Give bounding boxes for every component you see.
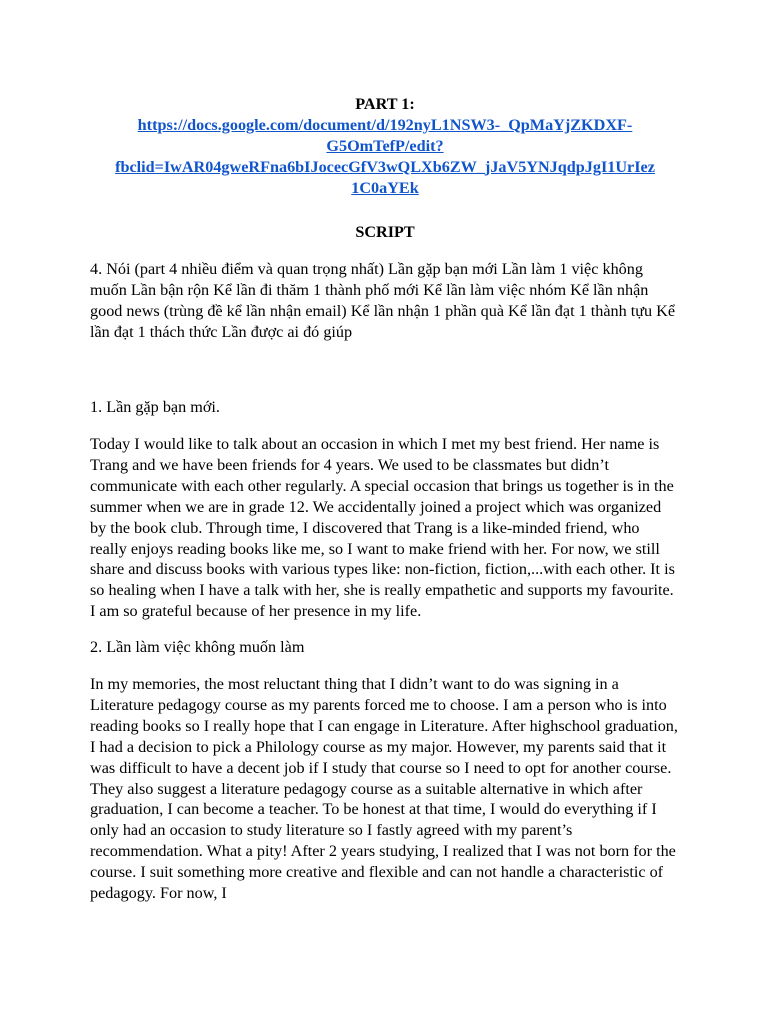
link-line-4[interactable]: 1C0aYEk: [351, 178, 419, 197]
section-2-heading: 2. Lần làm việc không muốn làm: [90, 638, 305, 657]
link-line-1[interactable]: https://docs.google.com/document/d/192nyL1NSW3-_QpMaYjZKDXF-: [137, 115, 633, 134]
intro-paragraph: 4. Nói (part 4 nhiều điểm và quan trọng nhất) Lần gặp bạn mới Lần làm 1 việc không muốn Lần bận rộn Kể lần đi thăm 1 thành phố mới Kể lần làm việc nhóm Kể lần nhận good news (trùng đề kể lần nhận email) Kể lần nhận 1 phần quà Kể lần đạt 1 thành tựu Kể lần đạt 1 thách thức Lần được ai đó giúp: [90, 260, 676, 342]
document-page: [90, 94, 680, 904]
link-line-3[interactable]: fbclid=IwAR04gweRFna6bIJocecGfV3wQLXb6ZW_jJaV5YNJqdpJgI1UrIez: [115, 157, 655, 176]
part-title: PART 1:: [355, 95, 415, 113]
google-docs-link[interactable]: [90, 115, 680, 199]
section-1-body: Today I would like to talk about an occasion in which I met my best friend. Her name is Trang and we have been friends for 4 years. We used to be classmates but didn’t communicate with each other regularly. A special occasion that brings us together is in the summer when we are in grade 12. We accidentally joined a project which was organized by the book club. Through time, I discovered that Trang is a like-minded friend, who really enjoys reading books like me, so I want to make friend with her. For now, we still share and discuss books with various types like: non-fiction, fiction,...with each other. It is so healing when I have a talk with her, she is really empathetic and supports my favourite. I am so grateful because of her presence in my life.: [90, 434, 675, 621]
script-title: SCRIPT: [355, 222, 415, 241]
section-2-body: In my memories, the most reluctant thing that I didn’t want to do was signing in a Literature pedagogy course as my parents forced me to choose. I am a person who is into reading books so I really hope that I can engage in Literature. After highschool graduation, I had a decision to pick a Philology course as my major. However, my parents said that it was difficult to have a decent job if I study that course so I need to opt for another course. They also suggest a literature pedagogy course as a suitable alternative in which after graduation, I can become a teacher. To be honest at that time, I would do everything if I only had an occasion to study literature so I fastly agreed with my parent’s recommendation. What a pity! After 2 years studying, I realized that I was not born for the course. I suit something more creative and flexible and can not handle a characteristic of pedagogy. For now, I: [90, 675, 678, 903]
section-1-heading: 1. Lần gặp bạn mới.: [90, 398, 220, 417]
link-line-2[interactable]: G5OmTefP/edit?: [326, 136, 444, 155]
